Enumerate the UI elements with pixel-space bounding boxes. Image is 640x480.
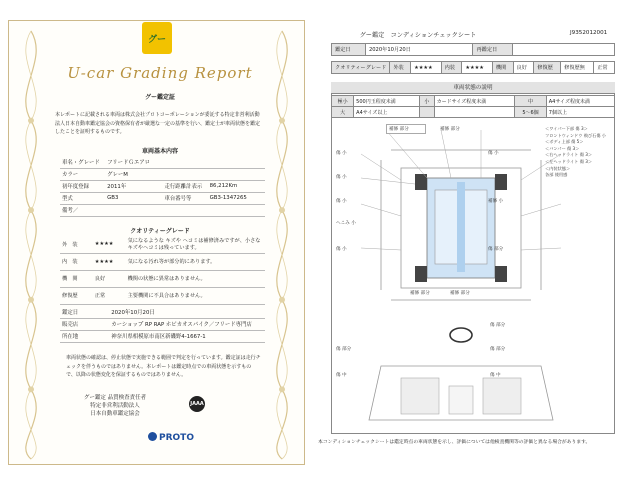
sheet-grade-table: クオリティーグレード 外装 ★★★★ 内装 ★★★★ 機関 良好 修復歴 修復歴無 正常 [331, 61, 615, 74]
goo-logo: グー [142, 22, 172, 54]
jaaa-logo [182, 396, 212, 414]
damage-note: 傷 中 [336, 373, 347, 378]
table-cell: 機関の状態に異常はありません。 [126, 270, 265, 287]
jaaa-mark: JAAA [189, 396, 205, 412]
table-cell: ★★★★ [93, 236, 126, 253]
footer-paragraph: 車両状態の確認は、停止状態で実施できる範囲で判定を行っています。鑑定証は走行チェックを伴うものではありません。本レポートは鑑定時点での車両状態を示すもので、以降の状態変化を保証するものではありません。 [66, 355, 261, 378]
vehicle-section-title: 車両基本内容 [141, 148, 178, 155]
table-row [60, 156, 265, 168]
intro-paragraph: 本レポートに記載される車両は株式会社プロトコーポレーションが委託する特定非営利活動法人日本自動車鑑定協会の資格保有者が厳選な一定の基準を行い、鑑定士が車両状態を鑑定したことを証明するものです。 [55, 112, 261, 135]
table-cell [105, 204, 162, 216]
issuer-text: グー鑑定 品質検査責任者 特定非営利活動法人 日本自動車鑑定協会 [83, 395, 147, 417]
side-notes: ＜ワイパー下部 傷 3＞ フロントウィンドウ 飛び石傷 小 ＜ボディ上部 傷 5＞ ＜バンパー 傷 3＞ ＜右ヘッドライト 傷 3＞ ＜左ヘッドライト 傷 3＞ ＜内装状態＞ 各部 使用感 [545, 126, 607, 178]
table-cell [162, 168, 207, 180]
table-cell: 機 関 [60, 270, 93, 287]
damage-note: へこみ 小 [336, 221, 356, 226]
sheet-bottom-note: 本コンディションチェックシートは鑑定時点の車両状態を示し、評価については他検査機関等の評価と異なる場合があります。 [318, 440, 591, 445]
table-row: 所在地 神奈川県相模原市南区新磯野4-1667-1 [60, 330, 265, 342]
table-cell: 修復歴 [60, 287, 93, 304]
damage-note: 傷 部分 [488, 247, 504, 252]
damage-note: 傷 部分 [490, 323, 506, 328]
table-cell: カラー [60, 168, 105, 180]
table-cell: 車名・グレード [60, 156, 105, 168]
table-cell: GB3-1347265 [208, 192, 265, 204]
table-cell: フリードＧエアロ [105, 156, 162, 168]
sheet-id: J9352012001 [570, 30, 608, 36]
damage-note: 補修 部分 [450, 291, 470, 296]
table-cell: GB3 [105, 192, 162, 204]
table-row [60, 236, 265, 253]
damage-note: 傷 部分 [336, 347, 352, 352]
table-cell: ★★★★ [93, 253, 126, 270]
damage-note: 傷 小 [336, 247, 347, 252]
damage-note: 傷 小 [336, 199, 347, 204]
table-cell: 86,212Km [208, 180, 265, 192]
table-cell: 型式 [60, 192, 105, 204]
table-cell: 走行距離計表示 [162, 180, 207, 192]
certificate-title: U-car Grading Report [67, 64, 253, 82]
damage-note: 傷 部分 [490, 347, 506, 352]
table-cell [162, 204, 207, 216]
damage-note: 傷 中 [490, 373, 501, 378]
quality-grade-table [60, 236, 265, 305]
table-row [60, 168, 265, 180]
size-legend-table: 極小 500円玉程度未満 小 カードサイズ程度未満 中 A4サイズ程度未満 大 A4サイズ以上 5〜6個 7個以上 [331, 95, 615, 118]
condition-panel-title: 車両状態の説明 [331, 82, 615, 94]
ornament-right [260, 21, 304, 464]
table-cell: 気になるような キズや ヘコミは補修済みですが、小さなキズやヘコミは残っています。 [126, 236, 265, 253]
sheet-date-table: 鑑定日 2020年10月20日 再鑑定日 [331, 43, 615, 56]
table-row [60, 270, 265, 287]
table-cell: 2011年 [105, 180, 162, 192]
inspection-table [60, 306, 265, 343]
table-row: 鑑定日 2020年10月20日 [60, 306, 265, 318]
table-cell [162, 156, 207, 168]
quality-section-title: クオリティーグレード [130, 228, 190, 235]
table-row [60, 180, 265, 192]
table-cell: 初年度登録 [60, 180, 105, 192]
table-row [60, 192, 265, 204]
table-cell: 外 装 [60, 236, 93, 253]
table-cell: 車台番号等 [162, 192, 207, 204]
table-cell [208, 168, 265, 180]
ornament-left [9, 21, 53, 464]
table-cell: 内 装 [60, 253, 93, 270]
damage-note: 補修 小 [488, 199, 504, 204]
table-row [60, 253, 265, 270]
certificate-subtitle: グー鑑定証 [144, 94, 175, 101]
damage-note: 傷 小 [488, 151, 499, 156]
damage-note: 補修 部分 [440, 127, 460, 132]
table-cell [208, 156, 265, 168]
table-row: 販売店 カーショップ RP RAP ホビカオスパイク／フリード専門店 [60, 318, 265, 330]
table-cell: 主要機関に不具合はありません。 [126, 287, 265, 304]
proto-mark-icon [148, 432, 157, 441]
damage-note: 傷 小 [336, 175, 347, 180]
proto-logo: PROTO [148, 432, 194, 443]
damage-note: 補修 部分 [389, 127, 409, 132]
table-row [60, 287, 265, 304]
table-cell: 備考／ [60, 204, 105, 216]
table-cell: 気になる汚れ等が部分的にあります。 [126, 253, 265, 270]
table-cell: グレーM [105, 168, 162, 180]
table-cell: 良好 [93, 270, 126, 287]
table-cell [208, 204, 265, 216]
sheet-title: グー鑑定 コンディションチェックシート [359, 32, 477, 39]
damage-note: 補修 部分 [410, 291, 430, 296]
table-cell: 正常 [93, 287, 126, 304]
damage-note: 傷 小 [336, 151, 347, 156]
vehicle-info-table [60, 156, 265, 217]
table-row [60, 204, 265, 216]
